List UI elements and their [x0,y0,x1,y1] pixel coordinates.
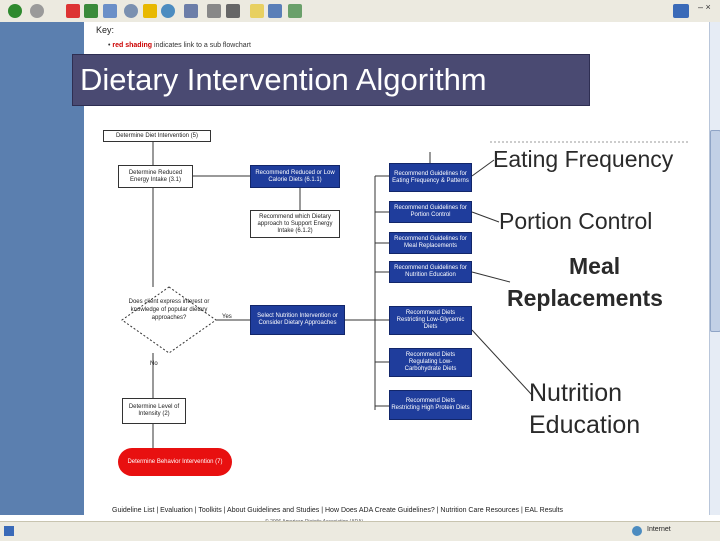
yes-label: Yes [222,314,232,320]
key-red-text: red shading [112,42,153,49]
label-education: Education [529,411,641,439]
flow-eating-frequency-box[interactable]: Recommend Guidelines for Eating Frequency & Patterns [389,163,472,192]
flow-nutrition-education-box[interactable]: Recommend Guidelines for Nutrition Education [389,261,472,283]
decision-text: Does client express interest or knowledge of popular dietary approaches? [128,299,210,321]
flow-meal-replacements-box[interactable]: Recommend Guidelines for Meal Replacements [389,232,472,254]
flow-behavior-subflow-pill[interactable]: Determine Behavior Intervention (7) [118,448,232,476]
status-bar [0,521,720,541]
internet-zone-icon [632,526,642,536]
page-status-icon [4,526,14,536]
flow-start-box[interactable]: Determine Diet Intervention (5) [103,130,211,142]
label-nutrition: Nutrition [529,379,623,407]
key-rest-text: indicates link to a sub flowchart [154,42,251,49]
key-label: Key: [96,25,115,35]
window-controls[interactable]: – × [698,2,711,12]
flow-determine-level-box[interactable]: Determine Level of Intensity (2) [122,398,186,424]
flow-low-carb-box[interactable]: Recommend Diets Regulating Low-Carbohydrate Diets [389,348,472,377]
key-legend: • red shading indicates link to a sub flowchart [108,42,251,49]
label-meal: Meal [569,253,621,279]
flow-reduce-energy-box[interactable]: Determine Reduced Energy Intake (3.1) [118,165,193,188]
label-replacements: Replacements [507,285,663,311]
flow-meal-spread-box[interactable]: Recommend which Dietary approach to Support Energy Intake (6.1.2) [250,210,340,238]
flow-portion-control-box[interactable]: Recommend Guidelines for Portion Control [389,201,472,223]
flow-high-protein-box[interactable]: Recommend Diets Restricting High Protein Diets [389,390,472,420]
label-portion-control: Portion Control [499,208,653,234]
zone-label: Internet [647,526,671,533]
page-title: Dietary Intervention Algorithm [80,62,487,97]
flow-low-glycemic-box[interactable]: Recommend Diets Restricting Low-Glycemic Diets [389,306,472,335]
flow-select-approach-box[interactable]: Select Nutrition Intervention or Consider Dietary Approaches [250,305,345,335]
footer-links[interactable]: Guideline List | Evaluation | Toolkits | About Guidelines and Studies | How Does ADA Create Guidelines? | Nutrition Care Resources | EAL Results [112,507,563,514]
no-label: No [150,361,158,367]
label-eating-frequency: Eating Frequency [493,146,674,172]
flow-low-calorie-box[interactable]: Recommend Reduced or Low Calorie Diets (6.1.1) [250,165,340,188]
